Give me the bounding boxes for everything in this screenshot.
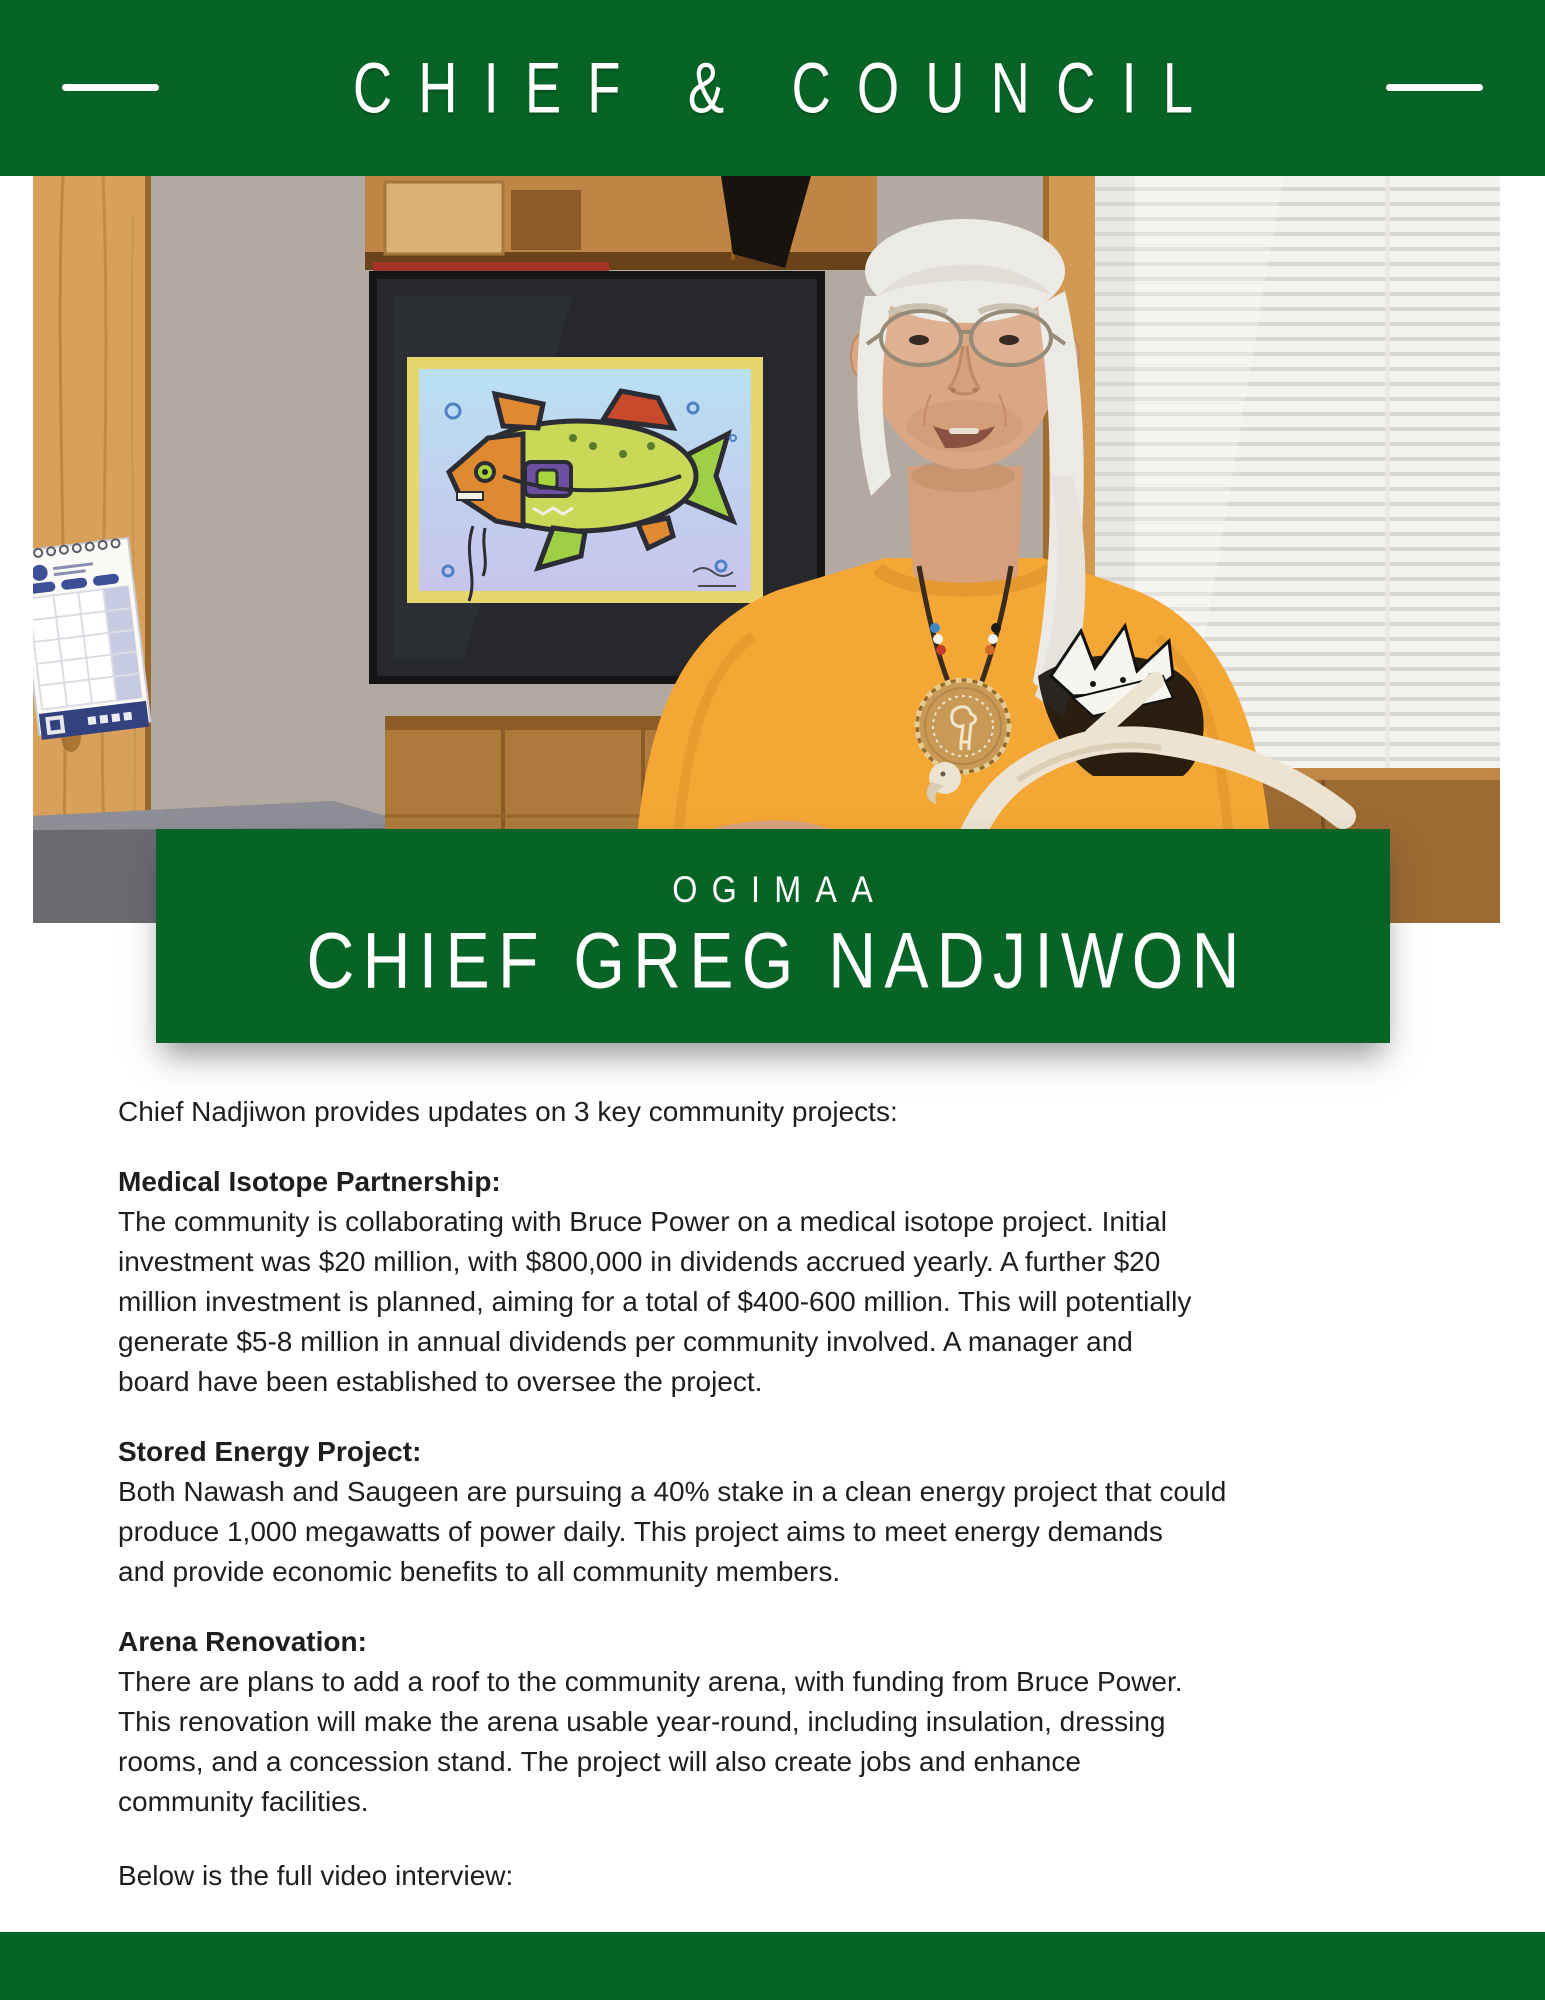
header-dash-right <box>1386 84 1483 91</box>
footer-bar <box>0 1932 1545 2000</box>
page-title: CHIEF & COUNCIL <box>352 47 1219 129</box>
section-heading: Medical Isotope Partnership: <box>118 1166 501 1197</box>
section-arena-renovation <box>118 1622 1478 1822</box>
section-line: There are plans to add a roof to the community arena, with funding from Bruce Power. <box>118 1666 1183 1697</box>
chief-photo-illustration <box>33 176 1500 923</box>
outro-paragraph: Below is the full video interview: <box>118 1860 514 1891</box>
header-bar <box>0 0 1545 176</box>
section-line: This renovation will make the arena usable year-round, including insulation, dressing <box>118 1706 1166 1737</box>
section-line: million investment is planned, aiming for a total of $400-600 million. This will potentially <box>118 1286 1192 1317</box>
section-line: and provide economic benefits to all community members. <box>118 1556 841 1587</box>
section-line: board have been established to oversee the project. <box>118 1366 763 1397</box>
intro-paragraph: Chief Nadjiwon provides updates on 3 key community projects: <box>118 1096 898 1127</box>
section-stored-energy <box>118 1432 1478 1592</box>
section-line: The community is collaborating with Bruce Power on a medical isotope project. Initial <box>118 1206 1167 1237</box>
section-line: community facilities. <box>118 1786 369 1817</box>
section-line: produce 1,000 megawatts of power daily. This project aims to meet energy demands <box>118 1516 1163 1547</box>
section-line: generate $5-8 million in annual dividends per community involved. A manager and <box>118 1326 1133 1357</box>
article <box>118 1092 1478 1896</box>
name-banner <box>156 829 1390 1043</box>
section-line: investment was $20 million, with $800,000 in dividends accrued yearly. A further $20 <box>118 1246 1161 1277</box>
header-dash-left <box>62 84 159 91</box>
section-heading: Arena Renovation: <box>118 1626 367 1657</box>
upper-cabinet <box>365 176 877 270</box>
section-medical-isotope <box>118 1162 1478 1402</box>
chief-photo <box>33 176 1500 923</box>
banner-chief-name: CHIEF GREG NADJIWON <box>306 916 1248 1005</box>
section-line: rooms, and a concession stand. The project will also create jobs and enhance <box>118 1746 1081 1777</box>
banner-kicker: OGIMAA <box>672 868 888 910</box>
section-heading: Stored Energy Project: <box>118 1436 422 1467</box>
section-line: Both Nawash and Saugeen are pursuing a 40% stake in a clean energy project that could <box>118 1476 1227 1507</box>
